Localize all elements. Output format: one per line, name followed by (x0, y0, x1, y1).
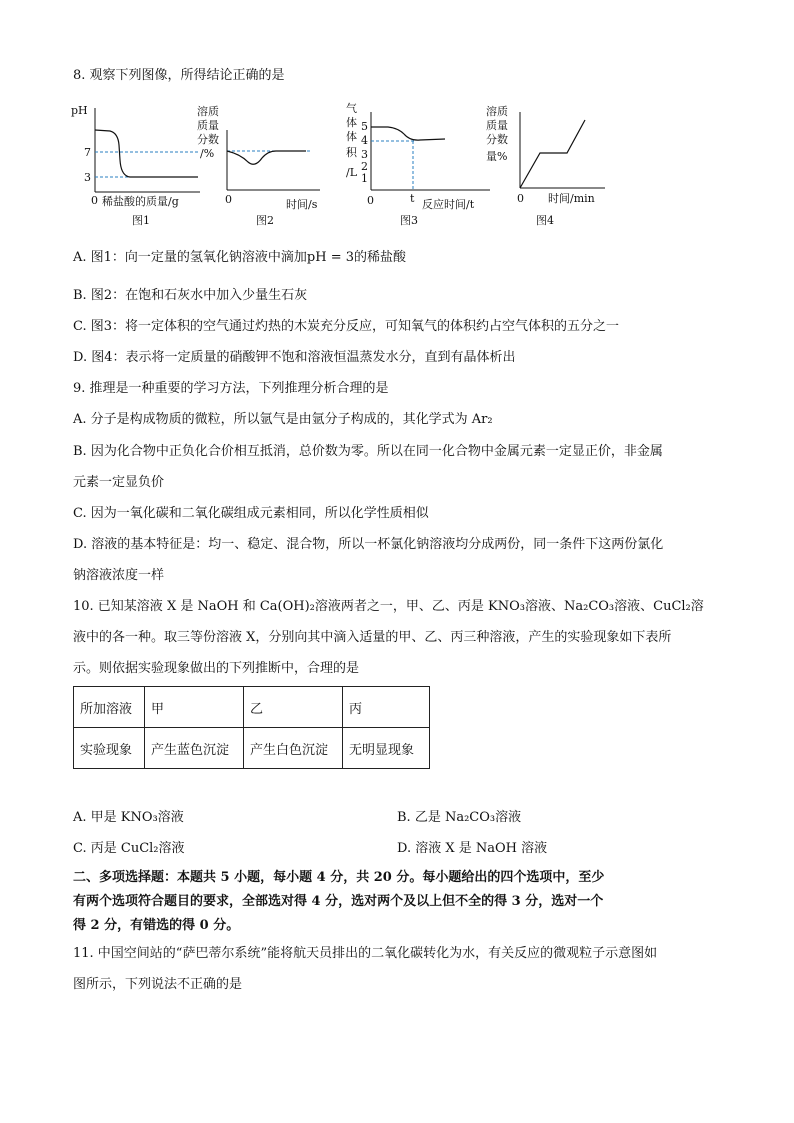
fig2-caption: 图2 (256, 214, 274, 227)
fig4-y-label-3: 分数 (486, 133, 508, 146)
fig4-y-label-1: 溶质 (486, 105, 508, 118)
fig1-curve (95, 130, 198, 177)
fig4-caption: 图4 (536, 214, 554, 227)
section2-heading-line1: 二、多项选择题：本题共 5 小题，每小题 4 分，共 20 分。每小题给出的四个选项中，至少 (73, 870, 605, 885)
table-cell: 实验现象 (74, 728, 145, 769)
section2-heading-line2: 有两个选项符合题目的要求，全部选对得 4 分，选对两个及以上但不全的得 3 分，选对一个 (73, 894, 604, 909)
fig3-origin: 0 (367, 194, 374, 207)
fig3-y-label-4: 积 (346, 146, 357, 159)
fig2-curve (227, 151, 306, 164)
q8-stem: 8. 观察下列图像，所得结论正确的是 (73, 68, 285, 83)
q10-observation-table (73, 686, 430, 769)
q10-option-c: C. 丙是 CuCl₂溶液 (73, 841, 185, 856)
table-row (74, 728, 430, 769)
fig3-tick-5: 5 (361, 120, 368, 133)
fig3-t-tick: t (410, 192, 415, 205)
figure-1 (71, 104, 200, 227)
fig2-y-label-4: /% (200, 147, 215, 160)
fig2-x-label: 时间/s (286, 198, 318, 211)
table-cell: 产生白色沉淀 (244, 728, 343, 769)
q8-option-a: A. 图1：向一定量的氢氧化钠溶液中滴加pH = 3的稀盐酸 (73, 250, 407, 265)
table-cell: 无明显现象 (343, 728, 430, 769)
fig4-y-label-4: 量% (486, 150, 508, 163)
table-cell: 产生蓝色沉淀 (145, 728, 244, 769)
fig3-tick-2: 2 (361, 160, 368, 173)
q9-option-d-line2: 钠溶液浓度一样 (73, 568, 165, 583)
fig3-y-label-1: 气 (346, 102, 357, 115)
figure-4 (486, 104, 605, 227)
fig3-tick-4: 4 (361, 134, 368, 147)
fig3-tick-1: 1 (361, 172, 368, 185)
fig3-x-label: 反应时间/t (422, 198, 475, 211)
fig1-tick-3: 3 (84, 171, 91, 184)
q9-option-a: A. 分子是构成物质的微粒，所以氩气是由氩分子构成的，其化学式为 Ar₂ (73, 412, 493, 427)
q8-option-b: B. 图2：在饱和石灰水中加入少量生石灰 (73, 288, 308, 303)
table-cell: 乙 (244, 687, 343, 728)
q10-option-b: B. 乙是 Na₂CO₃溶液 (397, 810, 522, 825)
fig1-y-label: pH (71, 104, 88, 117)
q10-stem-line2: 液中的各一种。取三等份溶液 X，分别向其中滴入适量的甲、乙、丙三种溶液，产生的实验现象如下表所 (73, 630, 672, 645)
q10-option-d: D. 溶液 X 是 NaOH 溶液 (397, 841, 548, 856)
table-cell: 所加溶液 (74, 687, 145, 728)
fig3-curve (371, 127, 445, 140)
fig2-origin: 0 (225, 193, 232, 206)
q9-option-d-line1: D. 溶液的基本特征是：均一、稳定、混合物，所以一杯氯化钠溶液均分成两份，同一条件下这两份氯化 (73, 537, 664, 552)
fig3-y-label-5: /L (346, 166, 358, 179)
fig3-y-label-2: 体 (346, 116, 357, 129)
fig1-origin: 0 (91, 194, 98, 207)
fig2-y-label-2: 质量 (197, 119, 219, 132)
figure-3 (346, 101, 490, 227)
q9-option-b-line2: 元素一定显负价 (73, 475, 165, 490)
figure-2 (197, 104, 320, 227)
q8-figures (70, 100, 610, 235)
table-cell: 甲 (145, 687, 244, 728)
fig3-y-label-3: 体 (346, 130, 357, 143)
q10-option-a: A. 甲是 KNO₃溶液 (73, 810, 184, 825)
q9-option-b-line1: B. 因为化合物中正负化合价相互抵消，总价数为零。所以在同一化合物中金属元素一定显正价，非金属 (73, 444, 663, 459)
fig4-origin: 0 (517, 192, 524, 205)
q8-option-d: D. 图4：表示将一定质量的硝酸钾不饱和溶液恒温蒸发水分，直到有晶体析出 (73, 350, 516, 365)
q9-option-c: C. 因为一氧化碳和二氧化碳组成元素相同，所以化学性质相似 (73, 506, 429, 521)
fig1-tick-7: 7 (84, 146, 91, 159)
fig3-caption: 图3 (400, 214, 418, 227)
q11-stem-line2: 图所示，下列说法不正确的是 (73, 977, 243, 992)
q10-stem-line1: 10. 已知某溶液 X 是 NaOH 和 Ca(OH)₂溶液两者之一，甲、乙、丙是 KNO₃溶液、Na₂CO₃溶液、CuCl₂溶 (73, 599, 704, 614)
fig1-x-label: 稀盐酸的质量/g (102, 195, 179, 208)
fig4-y-label-2: 质量 (486, 119, 508, 132)
q10-stem-line3: 示。则依据实验现象做出的下列推断中，合理的是 (73, 661, 360, 676)
fig1-caption: 图1 (132, 214, 150, 227)
table-cell: 丙 (343, 687, 430, 728)
q8-figure-svg (70, 100, 610, 235)
fig3-tick-3: 3 (361, 148, 368, 161)
q9-stem: 9. 推理是一种重要的学习方法，下列推理分析合理的是 (73, 381, 389, 396)
fig4-curve (520, 120, 585, 188)
section2-heading-line3: 得 2 分，有错选的得 0 分。 (73, 918, 240, 933)
fig2-y-label-1: 溶质 (197, 105, 219, 118)
q11-stem-line1: 11. 中国空间站的“萨巴蒂尔系统”能将航天员排出的二氧化碳转化为水，有关反应的微观粒子示意图如 (73, 946, 658, 961)
fig2-y-label-3: 分数 (197, 133, 219, 146)
q8-option-c: C. 图3：将一定体积的空气通过灼热的木炭充分反应，可知氧气的体积约占空气体积的五分之一 (73, 319, 620, 334)
fig4-x-label: 时间/min (548, 192, 595, 205)
table-row (74, 687, 430, 728)
